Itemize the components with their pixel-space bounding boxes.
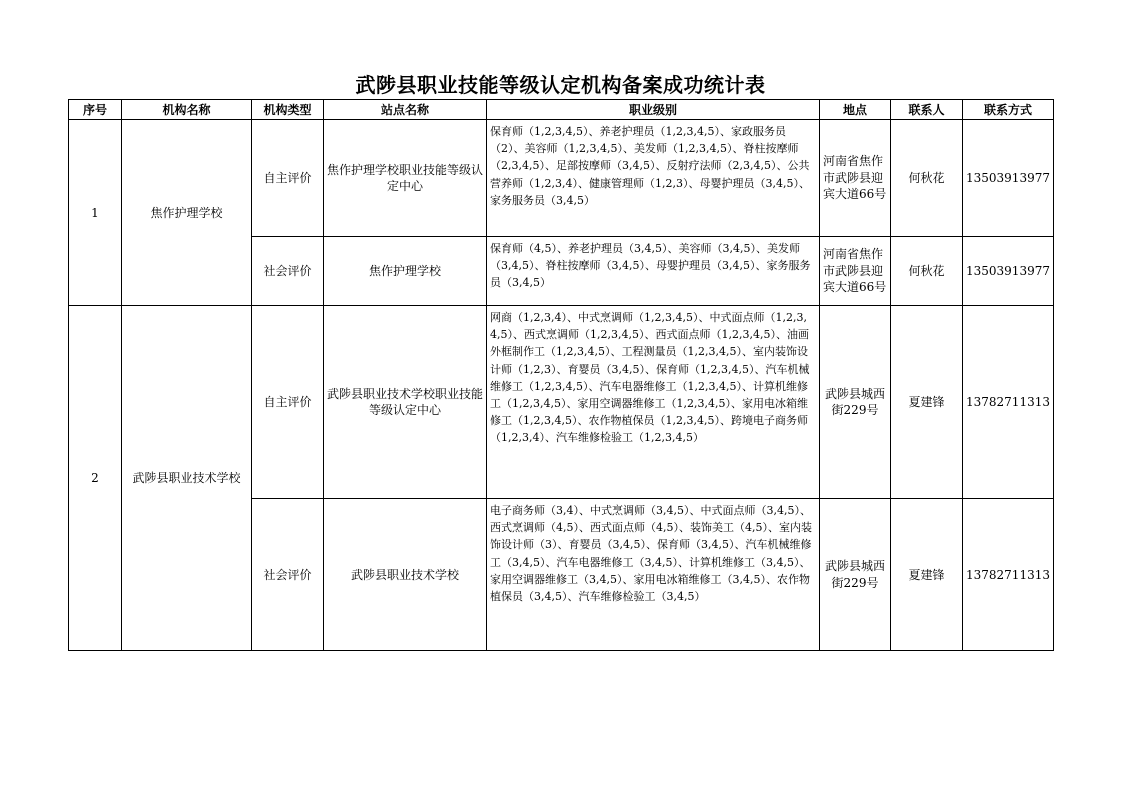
header-site-name: 站点名称 [324, 100, 487, 120]
occupation-level-cell: 电子商务师（3,4）、中式烹调师（3,4,5）、中式面点师（3,4,5）、西式烹调师（4,5）、西式面点师（4,5）、装饰美工（4,5）、室内装饰设计师（3）、育婴员（3,4,5）、保育师（3,4,5）、汽车机械维修工（3,4,5）、汽车电器维修工（3,4,5）、计算机维修工（3,4,5）、家用空调器维修工（3,4,5）、家用电冰箱维修工（3,4,5）、农作物植保员（3,4,5）、汽车维修检验工（3,4,5） [487, 499, 820, 651]
phone-cell: 13503913977 [963, 237, 1054, 306]
table-row [69, 120, 1054, 237]
header-occupation-level: 职业级别 [487, 100, 820, 120]
institution-type-cell: 社会评价 [252, 499, 324, 651]
address-cell: 河南省焦作市武陟县迎宾大道66号 [820, 237, 891, 306]
institution-type-cell: 社会评价 [252, 237, 324, 306]
institution-name-cell: 武陟县职业技术学校 [122, 306, 252, 651]
contact-cell: 夏建锋 [891, 499, 963, 651]
header-institution-name: 机构名称 [122, 100, 252, 120]
site-name-cell: 焦作护理学校职业技能等级认定中心 [324, 120, 487, 237]
phone-cell: 13782711313 [963, 306, 1054, 499]
table-row [69, 306, 1054, 499]
institution-type-cell: 自主评价 [252, 120, 324, 237]
header-contact: 联系人 [891, 100, 963, 120]
occupation-level-cell: 保育师（1,2,3,4,5）、养老护理员（1,2,3,4,5）、家政服务员（2）、美容师（1,2,3,4,5）、美发师（1,2,3,4,5）、脊柱按摩师（2,3,4,5）、足部按摩师（3,4,5）、反射疗法师（2,3,4,5）、公共营养师（1,2,3,4）、健康管理师（1,2,3）、母婴护理员（3,4,5）、家务服务员（3,4,5） [487, 120, 820, 237]
statistics-table [68, 99, 1054, 651]
phone-cell: 13782711313 [963, 499, 1054, 651]
contact-cell: 何秋花 [891, 120, 963, 237]
contact-cell: 夏建锋 [891, 306, 963, 499]
occupation-level-cell: 网商（1,2,3,4）、中式烹调师（1,2,3,4,5）、中式面点师（1,2,3,4,5）、西式烹调师（1,2,3,4,5）、西式面点师（1,2,3,4,5）、油画外框制作工（1,2,3,4,5）、工程测量员（1,2,3,4,5）、室内装饰设计师（1,2,3）、育婴员（3,4,5）、保育师（1,2,3,4,5）、汽车机械维修工（1,2,3,4,5）、汽车电器维修工（1,2,3,4,5）、计算机维修工（1,2,3,4,5）、家用空调器维修工（1,2,3,4,5）、家用电冰箱维修工（1,2,3,4,5）、农作物植保员（1,2,3,4,5）、跨境电子商务师（1,2,3,4）、汽车维修检验工（1,2,3,4,5） [487, 306, 820, 499]
header-address: 地点 [820, 100, 891, 120]
header-row [69, 100, 1054, 120]
header-seq: 序号 [69, 100, 122, 120]
address-cell: 武陟县城西街229号 [820, 306, 891, 499]
seq-cell: 2 [69, 306, 122, 651]
address-cell: 河南省焦作市武陟县迎宾大道66号 [820, 120, 891, 237]
page-title: 武陟县职业技能等级认定机构备案成功统计表 [355, 73, 766, 97]
seq-cell: 1 [69, 120, 122, 306]
site-name-cell: 武陟县职业技术学校职业技能等级认定中心 [324, 306, 487, 499]
address-cell: 武陟县城西街229号 [820, 499, 891, 651]
occupation-level-cell: 保育师（4,5）、养老护理员（3,4,5）、美容师（3,4,5）、美发师（3,4,5）、脊柱按摩师（3,4,5）、母婴护理员（3,4,5）、家务服务员（3,4,5） [487, 237, 820, 306]
site-name-cell: 焦作护理学校 [324, 237, 487, 306]
site-name-cell: 武陟县职业技术学校 [324, 499, 487, 651]
header-phone: 联系方式 [963, 100, 1054, 120]
phone-cell: 13503913977 [963, 120, 1054, 237]
institution-type-cell: 自主评价 [252, 306, 324, 499]
institution-name-cell: 焦作护理学校 [122, 120, 252, 306]
contact-cell: 何秋花 [891, 237, 963, 306]
header-institution-type: 机构类型 [252, 100, 324, 120]
